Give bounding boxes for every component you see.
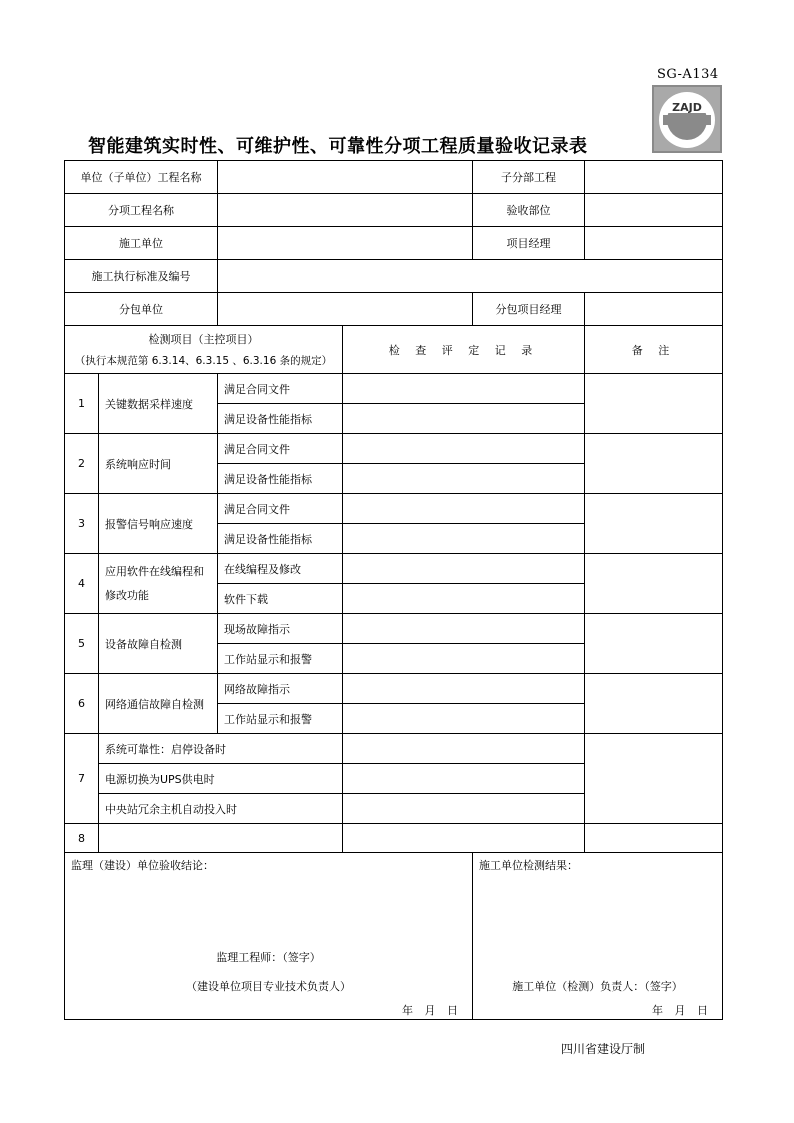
item-name-cell[interactable] (99, 824, 343, 853)
construction-result-section[interactable] (473, 853, 723, 1020)
item-reliability-line: 电源切换为UPS供电时 (99, 764, 343, 794)
zajd-logo-icon (652, 85, 722, 153)
item-record-cell[interactable] (343, 404, 585, 434)
item-name: 报警信号响应速度 (99, 494, 218, 554)
inspection-items-header (65, 326, 343, 374)
item-remark-cell[interactable] (585, 824, 723, 853)
sub-division-value[interactable] (585, 161, 723, 194)
item-name-label: 分项工程名称 (65, 194, 218, 227)
item-sub-criterion: 满足设备性能指标 (218, 404, 343, 434)
project-manager-value[interactable] (585, 227, 723, 260)
item-record-cell[interactable] (343, 764, 585, 794)
construction-unit-value[interactable] (218, 227, 473, 260)
supervision-responsible-note: （建设单位项目专业技术负责人） (186, 980, 351, 993)
acceptance-location-value[interactable] (585, 194, 723, 227)
item-sub-criterion: 软件下载 (218, 584, 343, 614)
item-record-cell[interactable] (343, 524, 585, 554)
item-sub-criterion: 满足合同文件 (218, 434, 343, 464)
item-record-cell[interactable] (343, 734, 585, 764)
item-record-cell[interactable] (343, 494, 585, 524)
item-number: 8 (65, 824, 99, 853)
item-sub-criterion: 满足设备性能指标 (218, 464, 343, 494)
item-name-line2: 修改功能 (105, 588, 149, 602)
item-reliability-line: 中央站冗余主机自动投入时 (99, 794, 343, 824)
item-number: 4 (65, 554, 99, 614)
item-number: 5 (65, 614, 99, 674)
supervision-conclusion-section[interactable] (65, 853, 473, 1020)
item-record-cell[interactable] (343, 794, 585, 824)
item-record-cell[interactable] (343, 674, 585, 704)
acceptance-location-label: 验收部位 (473, 194, 585, 227)
item-sub-criterion: 满足合同文件 (218, 494, 343, 524)
supervision-date: 年 月 日 (402, 1004, 458, 1017)
inspection-items-header-line1: 检测项目（主控项目） (148, 333, 259, 346)
item-name (99, 554, 218, 614)
item-number: 3 (65, 494, 99, 554)
item-record-cell[interactable] (343, 824, 585, 853)
sub-division-label: 子分部工程 (473, 161, 585, 194)
issuer-footer: 四川省建设厅制 (561, 1042, 646, 1056)
construction-responsible-signature: 施工单位（检测）负责人：（签字） (512, 980, 683, 993)
item-number: 2 (65, 434, 99, 494)
item-name: 网络通信故障自检测 (99, 674, 218, 734)
item-record-cell[interactable] (343, 554, 585, 584)
item-record-cell[interactable] (343, 704, 585, 734)
item-record-cell[interactable] (343, 644, 585, 674)
item-remark-cell[interactable] (585, 674, 723, 734)
subcontract-manager-label: 分包项目经理 (473, 293, 585, 326)
item-record-cell[interactable] (343, 614, 585, 644)
item-remark-cell[interactable] (585, 374, 723, 434)
item-record-cell[interactable] (343, 374, 585, 404)
item-name: 设备故障自检测 (99, 614, 218, 674)
construction-date: 年 月 日 (652, 1004, 708, 1017)
document-code: SG-A134 (657, 67, 719, 82)
item-number: 7 (65, 734, 99, 824)
item-record-cell[interactable] (343, 434, 585, 464)
item-remark-cell[interactable] (585, 434, 723, 494)
inspection-record-header: 检 查 评 定 记 录 (343, 326, 585, 374)
supervision-conclusion-label: 监理（建设）单位验收结论： (71, 859, 214, 872)
item-sub-criterion: 工作站显示和报警 (218, 704, 343, 734)
standard-label: 施工执行标准及编号 (65, 260, 218, 293)
item-name-value[interactable] (218, 194, 473, 227)
item-sub-criterion: 在线编程及修改 (218, 554, 343, 584)
item-remark-cell[interactable] (585, 734, 723, 824)
item-remark-cell[interactable] (585, 614, 723, 674)
remark-header: 备 注 (585, 326, 723, 374)
item-sub-criterion: 工作站显示和报警 (218, 644, 343, 674)
item-remark-cell[interactable] (585, 494, 723, 554)
item-name: 系统响应时间 (99, 434, 218, 494)
item-sub-criterion: 满足合同文件 (218, 374, 343, 404)
item-number: 6 (65, 674, 99, 734)
project-name-value[interactable] (218, 161, 473, 194)
project-name-label: 单位（子单位）工程名称 (65, 161, 218, 194)
item-record-cell[interactable] (343, 584, 585, 614)
item-sub-criterion: 满足设备性能指标 (218, 524, 343, 554)
page-title: 智能建筑实时性、可维护性、可靠性分项工程质量验收记录表 (88, 136, 588, 157)
inspection-items-header-line2: （执行本规范第 6.3.14、6.3.15 、6.3.16 条的规定） (74, 355, 333, 367)
project-manager-label: 项目经理 (473, 227, 585, 260)
item-remark-cell[interactable] (585, 554, 723, 614)
item-sub-criterion: 现场故障指示 (218, 614, 343, 644)
subcontractor-value[interactable] (218, 293, 473, 326)
item-name: 关键数据采样速度 (99, 374, 218, 434)
supervision-engineer-signature: 监理工程师：（签字） (216, 951, 321, 964)
subcontractor-label: 分包单位 (65, 293, 218, 326)
item-sub-criterion: 网络故障指示 (218, 674, 343, 704)
svg-text:ZAJD: ZAJD (672, 101, 702, 114)
item-name-line1: 应用软件在线编程和 (105, 564, 204, 578)
item-reliability-line: 系统可靠性：启停设备时 (99, 734, 343, 764)
subcontract-manager-value[interactable] (585, 293, 723, 326)
standard-value[interactable] (218, 260, 723, 293)
item-record-cell[interactable] (343, 464, 585, 494)
construction-unit-label: 施工单位 (65, 227, 218, 260)
acceptance-record-table (64, 160, 723, 1020)
item-number: 1 (65, 374, 99, 434)
construction-result-label: 施工单位检测结果： (479, 859, 578, 872)
